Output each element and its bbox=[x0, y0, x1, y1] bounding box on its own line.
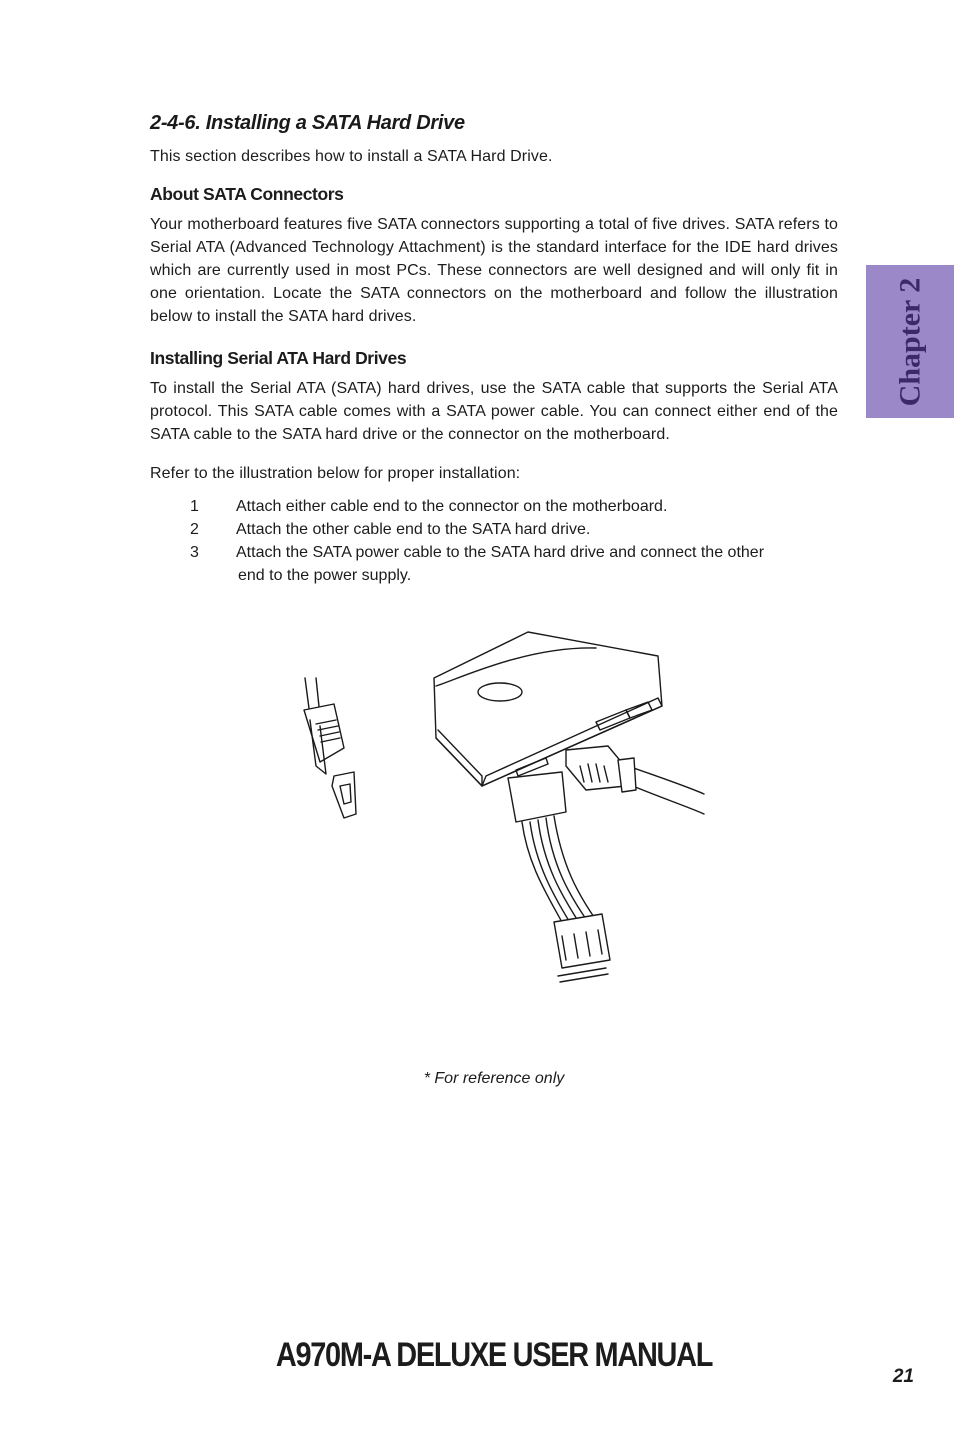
step-list bbox=[150, 495, 838, 587]
sata-data-connector-right bbox=[566, 746, 704, 814]
step-continuation: end to the power supply. bbox=[238, 567, 412, 584]
page-content bbox=[150, 112, 838, 587]
step-text: Attach either cable end to the connector on the motherboard. bbox=[236, 498, 668, 515]
section-title: 2-4-6. Installing a SATA Hard Drive bbox=[150, 112, 465, 134]
list-item bbox=[150, 495, 838, 518]
chapter-tab bbox=[866, 265, 954, 418]
step-number: 3 bbox=[190, 544, 199, 561]
section-intro: This section describes how to install a SATA Hard Drive. bbox=[150, 148, 553, 165]
about-heading: About SATA Connectors bbox=[150, 184, 344, 204]
list-item bbox=[150, 541, 838, 564]
about-body: Your motherboard features five SATA connectors supporting a total of five drives. SATA refers to Serial ATA (Advanced Technology Attachment) is the standard interface for the IDE hard drives which are currently used in most PCs. These connectors are well designed and will only fit in one orientation. Locate the SATA connectors on the motherboard and follow the illustration below to install the SATA hard drives. bbox=[150, 216, 838, 325]
sata-data-connector-left bbox=[304, 678, 356, 818]
step-number: 1 bbox=[190, 498, 199, 515]
step-text: Attach the SATA power cable to the SATA hard drive and connect the other bbox=[236, 544, 765, 561]
step-number: 2 bbox=[190, 521, 199, 538]
step-text: Attach the other cable end to the SATA hard drive. bbox=[236, 521, 591, 538]
refer-text: Refer to the illustration below for proper installation: bbox=[150, 465, 521, 482]
figure-caption: * For reference only bbox=[423, 1070, 565, 1087]
sata-installation-illustration bbox=[296, 626, 708, 1018]
sata-power-cable bbox=[508, 772, 610, 982]
installing-body: To install the Serial ATA (SATA) hard drives, use the SATA cable that supports the Serial ATA protocol. This SATA cable comes with a SATA power cable. You can connect either end of the SATA cable to the SATA hard drive or the connector on the motherboard. bbox=[150, 380, 838, 443]
chapter-tab-label: Chapter 2 bbox=[893, 277, 926, 406]
list-item bbox=[150, 518, 838, 541]
page-number: 21 bbox=[892, 1366, 914, 1387]
footer-manual-title: A970M-A DELUXE USER MANUAL bbox=[275, 1336, 713, 1374]
installing-heading: Installing Serial ATA Hard Drives bbox=[150, 348, 407, 368]
